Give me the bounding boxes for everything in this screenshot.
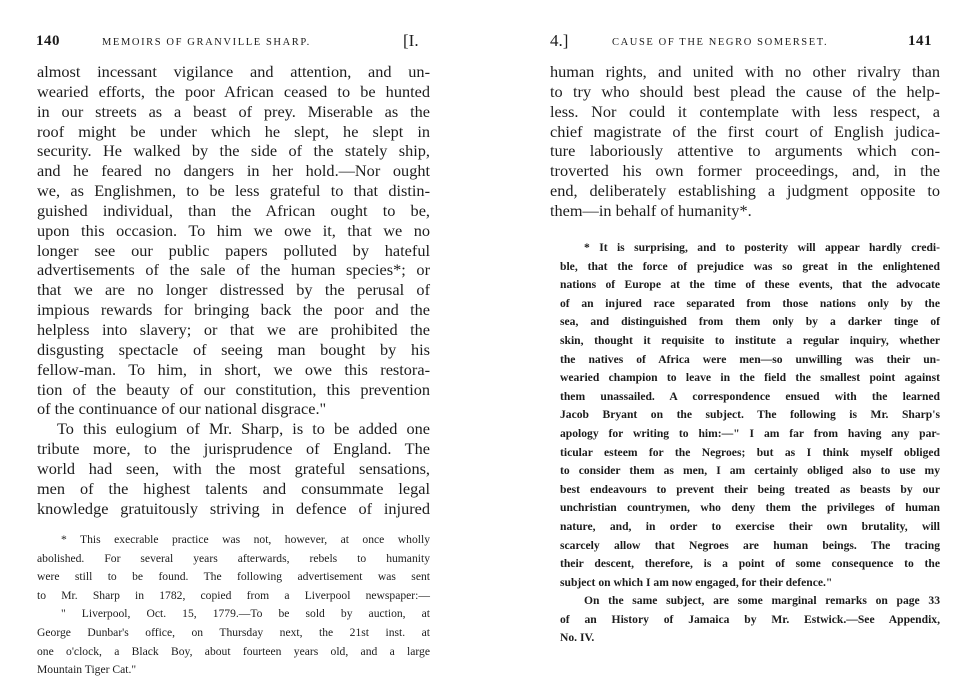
text-line: advertisements of the sale of the human species*; or bbox=[37, 260, 430, 280]
footnote-line: them unassailed. A correspondence ensued with the learned bbox=[560, 389, 940, 403]
left-chapter-mark: [I. bbox=[403, 31, 419, 50]
text-line: world had seen, with the most grateful sensations, bbox=[37, 458, 430, 478]
right-footnote bbox=[560, 239, 940, 648]
text-line: to try who should best plead the cause of the help- bbox=[550, 81, 940, 101]
text-line: men of the highest talents and consummate legal bbox=[37, 478, 430, 498]
footnote-line: wearied champion to leave in the field the smallest point against bbox=[560, 371, 940, 385]
footnote-line: the natives of Africa were men—so unwilling was their un- bbox=[560, 352, 940, 366]
footnote-line: their descent, therefore, is a point of some consequence to the bbox=[560, 557, 940, 571]
footnote-line: to consider them as men, I am certainly obliged also to use my bbox=[560, 464, 940, 478]
left-footnote bbox=[37, 531, 430, 680]
text-line: To this eulogium of Mr. Sharp, is to be added one bbox=[57, 419, 430, 439]
left-running-head bbox=[30, 33, 430, 55]
right-chapter-mark: 4.] bbox=[550, 31, 569, 50]
text-line: roof might be under which he slept, he slept in bbox=[37, 121, 430, 141]
text-line: human rights, and united with no other rivalry than bbox=[550, 62, 940, 81]
text-line: helpless into slavery; or that we are prohibited the bbox=[37, 319, 430, 339]
right-running-title: CAUSE OF THE NEGRO SOMERSET. bbox=[612, 37, 829, 48]
footnote-line: abolished. For several years afterwards, rebels to humanity bbox=[37, 551, 430, 565]
text-line: almost incessant vigilance and attention, and un- bbox=[37, 62, 430, 81]
text-line: chief magistrate of the first court of English judica- bbox=[550, 121, 940, 141]
footnote-line: ble, that the force of prejudice was so great in the enlightened bbox=[560, 259, 940, 273]
footnote-line: of an History of Jamaica by Mr. Estwick.—See Appendix, bbox=[560, 612, 940, 626]
footnote-line: sea, and distinguished from them only by a darker tinge of bbox=[560, 315, 940, 329]
footnote-line: " Liverpool, Oct. 15, 1779.—To be sold by auction, at bbox=[61, 607, 430, 621]
text-line: impious rewards for bringing back the poor and the bbox=[37, 300, 430, 320]
text-line: tribute more, to the jurisprudence of England. The bbox=[37, 439, 430, 459]
text-line: disgusting spectacle of seeing man bought by his bbox=[37, 339, 430, 359]
footnote-line: of an injured race separated from those nations only by the bbox=[560, 296, 940, 310]
text-line: wearied efforts, the poor African ceased to be hunted bbox=[37, 81, 430, 101]
left-page bbox=[30, 0, 430, 691]
footnote-line: unchristian countrymen, who deny them the privileges of human bbox=[560, 501, 940, 515]
text-line: them—in behalf of humanity*. bbox=[550, 200, 752, 220]
footnote-line: one o'clock, a Black Boy, about fourteen years old, and a large bbox=[37, 644, 430, 658]
text-line: we, as Englishmen, to be less grateful to that distin- bbox=[37, 181, 430, 201]
left-page-number: 140 bbox=[36, 33, 60, 49]
text-line: guished individual, than the African ought to be, bbox=[37, 200, 430, 220]
text-line: in our streets as a beast of prey. Miserable as the bbox=[37, 101, 430, 121]
left-running-title: MEMOIRS OF GRANVILLE SHARP. bbox=[102, 37, 311, 48]
text-line: less. Nor could it contemplate with less respect, a bbox=[550, 101, 940, 121]
text-line: knowledge gratuitously striving in defence of injured bbox=[37, 498, 430, 518]
footnote-line: skin, thought it requisite to institute a regular inquiry, whether bbox=[560, 333, 940, 347]
footnote-line: nature, and, in order to exercise their own brutality, will bbox=[560, 519, 940, 533]
footnote-line: On the same subject, are some marginal remarks on page 33 bbox=[584, 594, 940, 608]
footnote-line: ticular esteem for the Negroes; but as I think myself obliged bbox=[560, 445, 940, 459]
footnote-line: apology for writing to him:—" I am far from having any par- bbox=[560, 426, 940, 440]
right-page bbox=[548, 0, 940, 691]
footnote-line: * It is surprising, and to posterity will appear hardly credi- bbox=[584, 241, 940, 254]
footnote-line: were still to be found. The following advertisement was sent bbox=[37, 570, 430, 584]
text-line: troverted his own former proceedings, and, in the bbox=[550, 161, 940, 181]
text-line: upon this occasion. To him we owe it, that we no bbox=[37, 220, 430, 240]
footnote-line: nations of Europe at the time of these events, that the advocate bbox=[560, 278, 940, 292]
right-body-text bbox=[550, 62, 940, 221]
footnote-line: George Dunbar's office, on Thursday next, the 21st inst. at bbox=[37, 625, 430, 639]
footnote-line: subject on which I am now engaged, for their defence." bbox=[560, 575, 833, 589]
footnote-line: * This execrable practice was not, however, at once wholly bbox=[61, 533, 430, 546]
footnote-line: best endeavours to prevent their being treated as beasts by our bbox=[560, 482, 940, 496]
text-line: and he feared no dangers in her hold.—Nor ought bbox=[37, 161, 430, 181]
right-page-number: 141 bbox=[908, 33, 932, 49]
left-body-text bbox=[37, 62, 430, 518]
footnote-line: No. IV. bbox=[560, 631, 595, 645]
left-paragraph bbox=[37, 419, 430, 518]
footnote-line: Jacob Bryant on the subject. The following is Mr. Sharp's bbox=[560, 408, 940, 422]
footnote-line: to Mr. Sharp in 1782, copied from a Liverpool newspaper:— bbox=[37, 588, 430, 602]
text-line: ture laboriously attentive to arguments which con- bbox=[550, 141, 940, 161]
text-line: longer see our public papers polluted by hateful bbox=[37, 240, 430, 260]
footnote-line: scarcely allow that Negroes are human beings. The tracing bbox=[560, 538, 940, 552]
text-line: end, deliberately establishing a judgment opposite to bbox=[550, 181, 940, 201]
text-line: of the continuance of our national disgrace." bbox=[37, 399, 327, 419]
right-running-head bbox=[548, 33, 940, 55]
text-line: that we are no longer distressed by the perusal of bbox=[37, 280, 430, 300]
text-line: security. He walked by the side of the stately ship, bbox=[37, 141, 430, 161]
left-paragraph bbox=[37, 62, 430, 419]
footnote-line: Mountain Tiger Cat." bbox=[37, 663, 137, 677]
right-paragraph bbox=[550, 62, 940, 221]
text-line: fellow-man. To him, in short, we owe this restora- bbox=[37, 359, 430, 379]
text-line: tion of the beauty of our constitution, this prevention bbox=[37, 379, 430, 399]
